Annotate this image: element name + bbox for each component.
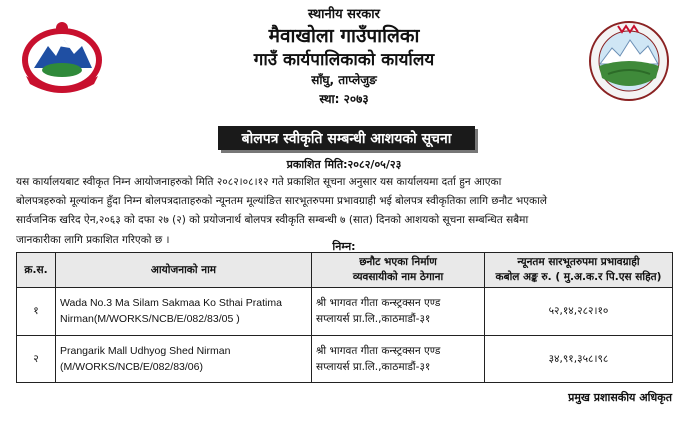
header-sn: क्र.स. <box>17 253 56 288</box>
signature-title: प्रमुख प्रशासकीय अधिकृत <box>568 391 672 404</box>
notice-title: बोलपत्र स्वीकृति सम्बन्धी आशयको सूचना <box>218 126 475 150</box>
table-header-row <box>17 253 673 288</box>
row-amount: ५२,१४,२८२।१० <box>485 288 673 336</box>
row-bidder <box>312 335 485 383</box>
published-date: प्रकाशित मिति:२०८२/०५/२३ <box>286 158 402 171</box>
office-name: गाउँ कार्यपालिकाको कार्यालय <box>253 50 435 70</box>
row-amount: ३४,९१,३५८।९८ <box>485 335 673 383</box>
established-year: स्था: २०७३ <box>319 92 369 106</box>
header-bidder <box>312 253 485 288</box>
row-project-line2: (M/WORKS/NCB/E/082/83/06) <box>60 360 203 373</box>
row-sn: १ <box>17 288 56 336</box>
row-bidder-line1: श्री भागवत गीता कन्स्ट्रक्सन एण्ड <box>316 344 441 357</box>
body-line-3: सार्वजनिक खरिद ऐन,२०६३ को दफा २७ (२) को प्रयोजनार्थ बोलपत्र स्वीकृति सम्बन्धी ७ (सात) दिनको आशयको सूचना सम्बन्धित सबैमा <box>16 214 529 226</box>
row-sn: २ <box>17 335 56 383</box>
row-bidder <box>312 288 485 336</box>
row-project <box>56 335 312 383</box>
header-bidder-line2: व्यवसायीको नाम ठेगाना <box>352 271 444 283</box>
row-bidder-line2: सप्लायर्स प्रा.लि.,काठमाडौं-३१ <box>316 313 431 326</box>
table-row <box>17 335 673 383</box>
row-bidder-line1: श्री भागवत गीता कन्स्ट्रक्सन एण्ड <box>316 297 441 310</box>
body-line-4: जानकारीका लागि प्रकाशित गरिएको छ । <box>16 234 170 246</box>
row-project-line1: Wada No.3 Ma Silam Sakmaa Ko Sthai Pratima <box>60 297 282 310</box>
government-label: स्थानीय सरकार <box>308 7 380 22</box>
body-line-1: यस कार्यालयबाट स्वीकृत निम्न आयोजनाहरुको मिति २०८२।०८।१२ गते प्रकाशित सूचना अनुसार यस कार्यालयमा दर्ता हुन आएका <box>16 176 502 188</box>
row-bidder-line2: सप्लायर्स प्रा.लि.,काठमाडौं-३१ <box>316 360 431 373</box>
row-project-line1: Prangarik Mall Udhyog Shed Nirman <box>60 344 231 357</box>
table-caption: निम्न: <box>332 240 356 253</box>
municipality-name: मैवाखोला गाउँपालिका <box>268 25 420 47</box>
header-amount-line1: न्यूनतम सारभूतरुपमा प्रभावग्राही <box>517 256 640 268</box>
header-project: आयोजनाको नाम <box>56 253 312 288</box>
row-project <box>56 288 312 336</box>
header-amount <box>485 253 673 288</box>
body-line-2: बोलपत्रहरुको मूल्यांकन हुँदा निम्न बोलपत्रदाताहरुको न्यूनतम मूल्यांङित सारभूतरुपमा प्रभावग्राही भई बोलपत्र स्वीकृतिका लागि छनौट भएकाले <box>16 195 547 207</box>
header-bidder-line1: छनौट भएका निर्माण <box>359 256 437 268</box>
bid-table <box>16 252 673 383</box>
row-project-line2: Nirman(M/WORKS/NCB/E/082/83/05 ) <box>60 313 240 326</box>
header-amount-line2: कबोल अङ्क रु. ( मु.अ.क.र पि.एस सहित) <box>495 271 662 283</box>
office-address: साँघु, ताप्लेजुङ <box>311 73 377 87</box>
table-row <box>17 288 673 336</box>
